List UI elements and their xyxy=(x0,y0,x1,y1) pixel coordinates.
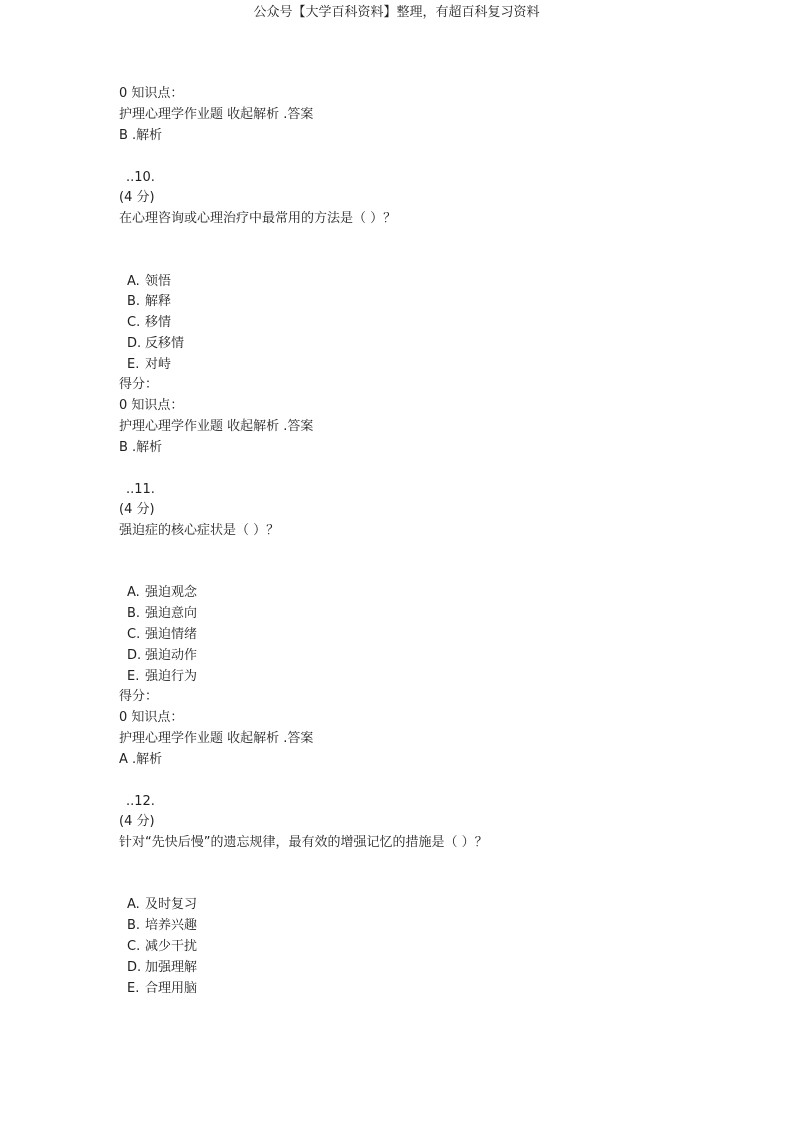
option-letter: A. xyxy=(127,274,140,289)
option-text: 对峙 xyxy=(145,357,172,372)
option-letter: B. xyxy=(127,294,141,309)
option-text: 加强理解 xyxy=(145,960,198,975)
option-text: 移情 xyxy=(145,315,172,330)
option-d[interactable] xyxy=(127,960,197,976)
score-label: 得分： xyxy=(119,689,159,704)
answer-analysis: A .解析 xyxy=(119,752,163,767)
question-number: ..11. xyxy=(126,482,155,497)
question-number: ..10. xyxy=(126,170,155,185)
option-c[interactable] xyxy=(127,315,171,331)
question-stem: 针对“先快后慢”的遗忘规律，最有效的增强记忆的措施是（ ）？ xyxy=(119,835,488,850)
option-text: 强迫情绪 xyxy=(145,627,198,642)
option-b[interactable] xyxy=(127,606,197,622)
option-letter: C. xyxy=(127,315,141,330)
question-score: (4 分) xyxy=(119,502,155,517)
knowledge-point: 0 知识点： xyxy=(119,398,184,413)
option-text: 领悟 xyxy=(145,274,172,289)
answer-analysis: B .解析 xyxy=(119,440,163,455)
option-letter: D. xyxy=(127,960,142,975)
option-text: 强迫意向 xyxy=(145,606,198,621)
collapse-analysis-link[interactable]: 护理心理学作业题 收起解析 .答案 xyxy=(119,419,314,434)
option-a[interactable] xyxy=(127,585,197,601)
option-letter: A. xyxy=(127,585,140,600)
option-b[interactable] xyxy=(127,918,197,934)
option-letter: E. xyxy=(127,669,140,684)
option-text: 减少干扰 xyxy=(145,939,198,954)
option-text: 合理用脑 xyxy=(145,981,198,996)
option-d[interactable] xyxy=(127,648,197,664)
option-e[interactable] xyxy=(127,669,197,685)
option-letter: D. xyxy=(127,648,142,663)
option-text: 强迫行为 xyxy=(145,669,198,684)
option-e[interactable] xyxy=(127,981,197,997)
question-score: (4 分) xyxy=(119,814,155,829)
option-b[interactable] xyxy=(127,294,171,310)
option-letter: C. xyxy=(127,939,141,954)
option-text: 强迫动作 xyxy=(145,648,198,663)
question-score: (4 分) xyxy=(119,190,155,205)
knowledge-point: 0 知识点： xyxy=(119,86,184,101)
option-letter: E. xyxy=(127,357,140,372)
collapse-analysis-link[interactable]: 护理心理学作业题 收起解析 .答案 xyxy=(119,107,314,122)
option-text: 培养兴趣 xyxy=(145,918,198,933)
option-text: 强迫观念 xyxy=(145,585,198,600)
knowledge-point: 0 知识点： xyxy=(119,710,184,725)
option-a[interactable] xyxy=(127,897,197,913)
option-text: 反移情 xyxy=(145,336,185,351)
option-letter: A. xyxy=(127,897,140,912)
option-letter: B. xyxy=(127,606,141,621)
option-letter: E. xyxy=(127,981,140,996)
score-label: 得分： xyxy=(119,377,159,392)
option-c[interactable] xyxy=(127,939,197,955)
collapse-analysis-link[interactable]: 护理心理学作业题 收起解析 .答案 xyxy=(119,731,314,746)
question-stem: 在心理咨询或心理治疗中最常用的方法是（ ）？ xyxy=(119,211,397,226)
option-letter: D. xyxy=(127,336,142,351)
question-stem: 强迫症的核心症状是（ ）？ xyxy=(119,523,280,538)
option-text: 解释 xyxy=(145,294,172,309)
option-a[interactable] xyxy=(127,274,171,290)
option-d[interactable] xyxy=(127,336,184,352)
option-c[interactable] xyxy=(127,627,197,643)
option-e[interactable] xyxy=(127,357,171,373)
page-header: 公众号【大学百科资料】整理，有超百科复习资料 xyxy=(253,5,540,20)
option-text: 及时复习 xyxy=(145,897,198,912)
option-letter: B. xyxy=(127,918,141,933)
question-number: ..12. xyxy=(126,794,155,809)
answer-analysis: B .解析 xyxy=(119,128,163,143)
option-letter: C. xyxy=(127,627,141,642)
